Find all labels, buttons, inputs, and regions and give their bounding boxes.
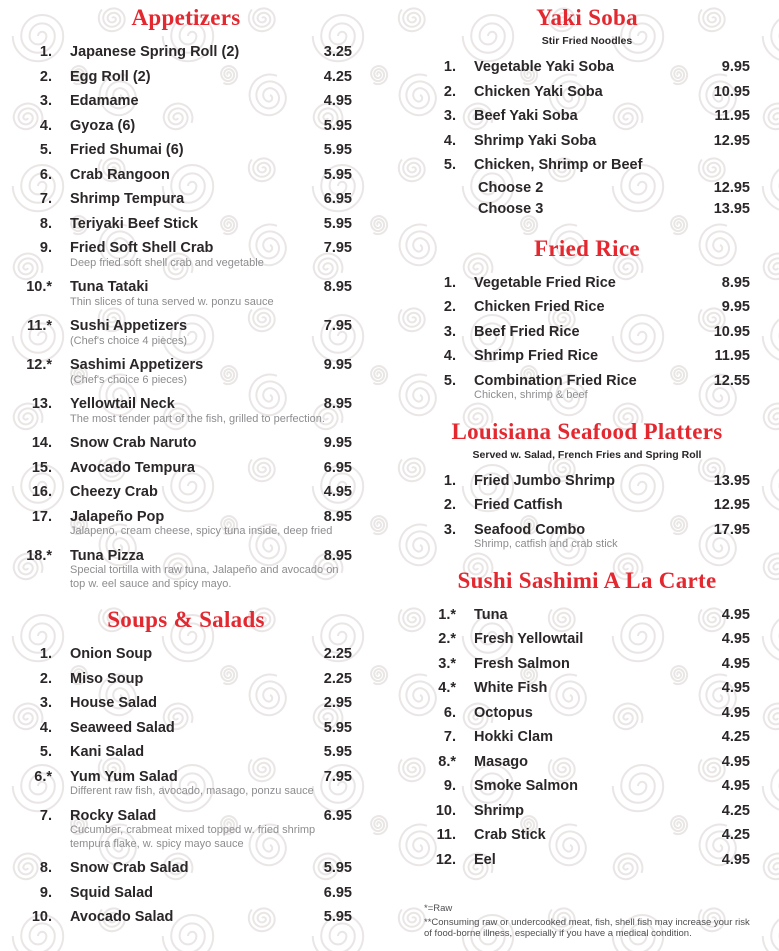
item-price: 5.95 [323,215,352,232]
menu-item-row [424,295,750,320]
menu-item-row [424,627,750,652]
menu-item-row [20,691,352,716]
menu-item-row [424,848,750,873]
menu-item-row [20,138,352,163]
item-description: Chicken, shrimp & beef [474,389,588,401]
item-name: Squid Salad [70,884,153,901]
section-sushi-sashimi-a-la-carte [424,568,750,873]
item-name: Teriyaki Beef Stick [70,215,198,232]
section-title-appetizers: Appetizers [131,5,241,30]
menu-item-row [424,725,750,750]
menu-item-row [424,652,750,677]
menu-item-row [424,676,750,701]
item-name: Crab Rangoon [70,166,170,183]
item-name: Crab Stick [474,827,546,843]
menu-item-row [424,55,750,80]
subitem-name: Choose 3 [478,200,544,217]
section-title-yaki-soba: Yaki Soba [536,5,638,30]
menu-item-row [424,750,750,775]
item-number: 7. [39,191,52,207]
item-price: 10.95 [713,83,750,100]
item-name: Yellowtail Neck [70,396,175,412]
item-number: 1. [39,646,52,662]
item-name: Hokki Clam [474,729,553,745]
menu-item-row [20,456,352,481]
item-number: 14. [31,435,52,451]
item-number: 4. [443,348,456,364]
item-price: 4.95 [721,704,750,721]
item-description: (Chef's choice 4 pieces) [70,334,188,347]
item-price: 4.25 [721,802,750,819]
item-price: 9.95 [721,299,750,315]
subitem-price: 13.95 [713,200,750,217]
item-number: 5. [39,744,52,760]
item-number: 5. [443,157,456,173]
item-name: Shrimp [474,802,524,819]
item-price: 4.95 [721,851,750,868]
item-number: 3. [39,93,52,109]
item-name: Fried Soft Shell Crab [70,240,214,256]
item-price: 5.95 [323,117,352,134]
item-name: Snow Crab Salad [70,860,189,876]
item-price: 4.25 [323,68,352,85]
menu-item-row [20,740,352,765]
item-price: 9.95 [323,435,352,451]
item-name: Sashimi Appetizers [70,357,204,373]
item-price: 10.95 [713,323,750,340]
section-title-fried-rice: Fried Rice [534,235,640,261]
item-description: Special tortilla with raw tuna, Jalapeño and avocado on top w. eel sauce and spicy mayo. [70,564,339,590]
item-price: 4.95 [323,93,352,109]
item-name: Japanese Spring Roll (2) [70,44,240,60]
item-number: 3.* [438,655,456,672]
item-name: Fresh Salmon [474,655,570,672]
item-price: 7.95 [323,768,352,785]
menu-item-subrow [424,178,750,199]
footnote [424,903,756,940]
item-price: 9.95 [323,357,352,373]
item-number: 4. [443,132,456,149]
menu-item-row [424,701,750,726]
item-price: 11.95 [714,348,750,364]
menu-item-row [20,856,352,881]
item-name: Masago [474,753,528,770]
item-name: Seaweed Salad [70,719,175,736]
item-number: 6. [39,166,52,183]
subitem-price: 12.95 [713,179,750,196]
item-number: 5. [39,142,52,158]
item-price: 4.95 [721,655,750,672]
item-name: Beef Yaki Soba [474,108,578,124]
item-number: 8.* [438,753,456,770]
item-name: White Fish [474,680,548,696]
item-name: Snow Crab Naruto [70,435,197,451]
section-yaki-soba [424,5,750,220]
item-name: Eel [474,851,496,868]
section-title-soups-salads: Soups & Salads [107,607,265,632]
item-price: 8.95 [323,396,352,412]
item-price: 12.95 [713,497,750,513]
item-number: 4.* [438,680,456,696]
menu-item-row [424,493,750,518]
item-name: Kani Salad [70,744,145,760]
item-name: Cheezy Crab [70,484,158,500]
section-subtitle-louisiana-seafood-platters: Served w. Salad, French Fries and Spring Roll [472,448,702,461]
item-price: 4.95 [721,606,750,623]
item-price: 2.25 [323,670,352,687]
menu-item-row [424,774,750,799]
item-name: Tuna Pizza [70,547,144,564]
item-number: 8. [39,215,52,232]
item-description: Shrimp, catfish and crab stick [474,538,618,550]
section-appetizers [20,5,352,591]
item-number: 9. [39,884,52,901]
menu-item-row [424,603,750,628]
item-price: 2.25 [323,646,352,662]
item-description: Jalapeno, cream cheese, spicy tuna inside, deep fried [70,525,333,537]
item-name: Tuna Tataki [70,279,149,295]
item-description: Thin slices of tuna served w. ponzu sauce [70,295,274,308]
item-number: 15. [31,459,52,476]
item-name: Fried Shumai (6) [70,142,184,158]
section-louisiana-seafood-platters [424,419,750,552]
section-title-louisiana-seafood-platters: Louisiana Seafood Platters [451,418,723,444]
item-price: 4.95 [721,778,750,794]
item-name: Smoke Salmon [474,778,578,794]
item-number: 9. [443,778,456,794]
menu-item-row [424,104,750,129]
menu-item-row [424,271,750,296]
section-fried-rice [424,236,750,403]
item-number: 4. [39,117,52,134]
item-number: 8. [39,860,52,876]
item-number: 7. [443,729,456,745]
item-price: 2.95 [323,695,352,711]
item-name: Gyoza (6) [70,117,136,134]
item-number: 2.* [438,631,456,647]
section-title-sushi-sashimi-a-la-carte: Sushi Sashimi A La Carte [457,567,717,593]
item-name: Beef Fried Rice [474,323,580,340]
menu-item-row [20,480,352,505]
item-number: 2. [39,670,52,687]
menu-item-row [424,129,750,154]
item-price: 7.95 [323,318,352,334]
item-price: 12.95 [713,132,750,149]
item-name: Jalapeño Pop [70,508,165,525]
item-price: 5.95 [323,719,352,736]
menu-item-row [424,799,750,824]
item-number: 10. [435,802,456,819]
item-name: Fried Catfish [474,497,563,513]
item-name: Chicken Fried Rice [474,299,605,315]
item-price: 4.95 [323,484,352,500]
item-name: Fried Jumbo Shrimp [474,472,615,489]
item-number: 2. [443,299,456,315]
item-number: 16. [31,484,52,500]
item-name: Miso Soup [70,670,144,687]
item-price: 8.95 [323,547,352,564]
item-number: 3. [443,108,456,124]
item-name: Combination Fried Rice [474,372,637,389]
item-price: 6.95 [323,459,352,476]
item-name: Avocado Salad [70,909,174,925]
menu-item-row [20,642,352,667]
footnote-consumer-advisory: **Consuming raw or undercooked meat, fish, shell fish may increase your risk of food-borne illness, especially if you have a medical condition. [424,916,750,939]
item-name: Seafood Combo [474,521,586,538]
item-name: Chicken Yaki Soba [474,83,603,100]
item-price: 4.25 [721,729,750,745]
item-price: 6.95 [323,807,352,824]
menu-item-row [20,40,352,65]
menu-item-row [424,80,750,105]
menu-item-subrow [424,199,750,220]
item-price: 3.25 [323,44,352,60]
item-number: 6. [443,704,456,721]
section-subtitle-yaki-soba: Stir Fried Noodles [541,35,633,47]
menu-item-row [424,823,750,848]
item-name: Shrimp Yaki Soba [474,132,597,149]
item-number: 2. [39,68,52,85]
item-name: Shrimp Fried Rice [474,348,599,364]
item-price: 5.95 [323,166,352,183]
item-description: The most tender part of the fish, grilled to perfection. [70,412,325,425]
menu-column-right [424,5,750,930]
item-name: Vegetable Yaki Soba [474,59,614,75]
item-price: 5.95 [323,909,352,925]
item-name: Rocky Salad [70,807,157,824]
item-name: Yum Yum Salad [70,768,178,785]
menu-item-row [20,163,352,188]
item-number: 11. [436,827,456,843]
item-price: 9.95 [721,59,750,75]
subitem-name: Choose 2 [478,179,544,196]
item-description: Deep fried soft shell crab and vegetable [70,256,264,269]
item-price: 4.95 [721,753,750,770]
item-number: 10.* [26,279,52,295]
menu-item-row [20,881,352,906]
item-number: 3. [39,695,52,711]
item-number: 1. [443,59,456,75]
item-price: 8.95 [323,279,352,295]
section-soups-salads [20,607,352,930]
item-number: 1. [39,44,52,60]
item-price: 13.95 [713,472,750,489]
menu-item-row [20,89,352,114]
item-number: 10. [31,909,52,925]
item-number: 2. [443,497,456,513]
item-number: 5. [443,372,456,389]
item-name: Avocado Tempura [70,459,195,476]
item-price: 17.95 [713,521,750,538]
item-number: 12.* [26,357,52,373]
item-name: Chicken, Shrimp or Beef [474,157,643,173]
item-number: 3. [443,323,456,340]
menu-item-row [424,153,750,178]
menu-item-row [20,187,352,212]
item-price: 5.95 [323,860,352,876]
item-name: Sushi Appetizers [70,318,188,334]
menu-item-row [424,469,750,494]
item-price: 6.95 [323,191,352,207]
item-price: 4.25 [721,827,750,843]
item-price: 4.95 [721,631,750,647]
menu-item-row [424,320,750,345]
item-price: 7.95 [323,240,352,256]
item-number: 7. [39,807,52,824]
item-number: 1. [443,472,456,489]
item-number: 4. [39,719,52,736]
menu-item-row [20,212,352,237]
item-price: 5.95 [323,142,352,158]
item-name: Edamame [70,93,139,109]
item-name: Onion Soup [70,646,153,662]
menu-item-row [20,65,352,90]
item-number: 11.* [27,318,52,334]
item-name: Octopus [474,704,533,721]
item-name: Shrimp Tempura [70,191,185,207]
item-number: 6.* [34,768,52,785]
item-description: (Chef's choice 6 pieces) [70,373,188,386]
item-number: 3. [443,521,456,538]
item-number: 9. [39,240,52,256]
item-number: 18.* [26,547,52,564]
item-number: 12. [435,851,456,868]
menu-item-row [20,431,352,456]
item-price: 5.95 [323,744,352,760]
item-number: 2. [443,83,456,100]
menu-item-row [424,344,750,369]
item-number: 1. [443,274,456,291]
item-price: 12.55 [713,372,750,389]
item-price: 8.95 [721,274,750,291]
menu-item-row [20,114,352,139]
menu-item-row [20,905,352,930]
item-description: Cucumber, crabmeat mixed topped w. fried shrimp tempura flake, w. spicy mayo sauce [70,824,316,850]
item-description: Different raw fish, avocado, masago, ponzu sauce [70,785,314,797]
item-name: Fresh Yellowtail [474,631,584,647]
item-number: 1.* [438,606,456,623]
item-price: 6.95 [323,884,352,901]
item-name: Vegetable Fried Rice [474,274,616,291]
menu-item-row [20,667,352,692]
item-price: 11.95 [714,108,750,124]
item-price: 4.95 [721,680,750,696]
footnote-raw-legend: *=Raw [424,903,453,914]
item-number: 17. [31,508,52,525]
item-number: 13. [31,396,52,412]
menu-column-left [20,5,352,930]
item-name: House Salad [70,695,158,711]
item-name: Tuna [474,606,508,623]
item-price: 8.95 [323,508,352,525]
menu-item-row [20,716,352,741]
item-name: Egg Roll (2) [70,68,151,85]
